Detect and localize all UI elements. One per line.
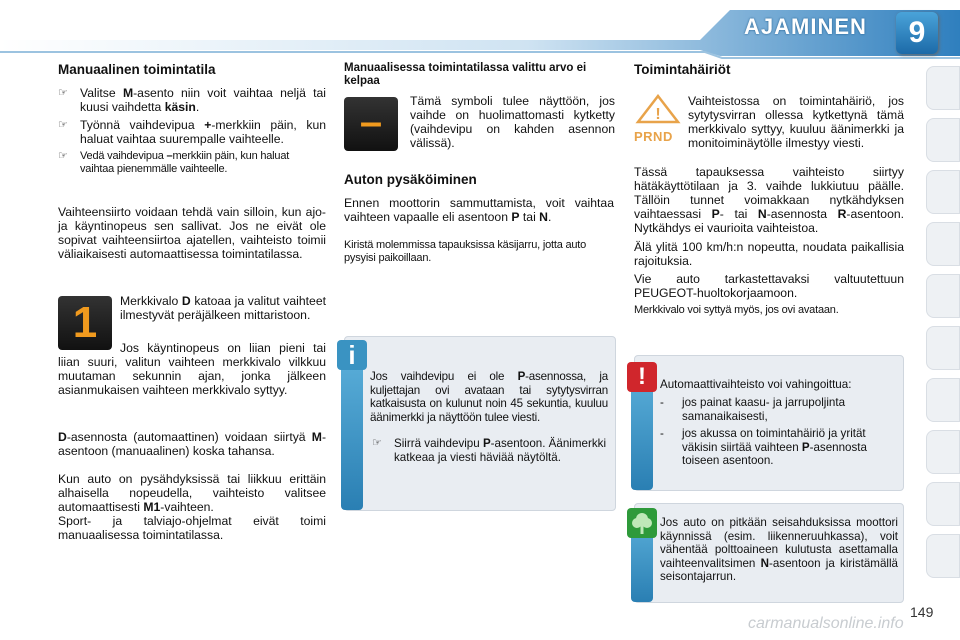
- svg-text:!: !: [655, 106, 661, 123]
- handbrake-note: Kiristä molemmissa tapauksissa käsijarru, jotta auto pysyisi paikoillaan.: [344, 239, 587, 264]
- indicator-d-text: Merkkivalo D katoaa ja valitut vaihteet ilmestyvät peräjälkeen mittaristoon.: [120, 294, 326, 322]
- door-note: Merkkivalo voi syttyä myös, jos ovi avataan.: [634, 304, 839, 316]
- pointer-icon: ☞: [372, 437, 382, 449]
- side-chapter-tabs: [926, 66, 960, 586]
- watermark: carmanualsonline.info: [748, 615, 904, 632]
- d-to-m-text: D-asennosta (automaattinen) voidaan siirtyä M-asentoon (manuaalinen) koska tahansa.: [58, 430, 326, 458]
- limp-mode-text: Tässä tapauksessa vaihteisto siirtyy hätäkäyttötilaan ja 3. vaihde lukkiutuu päälle. Tällöin tunnet voimakkaan nytkähdyksen vaihtaessasi P- tai N-asennosta R-asentoon. Nytkähdys ei vaurioita vaihteistoa.: [634, 165, 905, 235]
- speed-limit-text: Älä ylitä 100 km/h:n nopeutta, noudata paikallisia rajoituksia.: [634, 240, 904, 268]
- side-tab[interactable]: [926, 378, 960, 422]
- exclamation-icon: !: [627, 362, 657, 392]
- parking-section: [344, 172, 614, 187]
- info-text: Jos vaihdevipu ei ole P-asennossa, ja kuljettajan ovi avataan tai sytytysvirran katkaisusta on kulunut noin 45 sekuntia, kuuluu äänimerkki ja näyttöön tulee viesti.: [370, 370, 608, 424]
- chapter-title: AJAMINEN: [744, 14, 867, 39]
- warning-list: [660, 396, 898, 468]
- rpm-warning-text: Jos käyntinopeus on liian pieni tai liian suuri, valitun vaihteen merkkivalo vilkkuu muutaman sekunnin ajan, jonka jälkeen asianmukaisen vaihteen merkkivalo syttyy.: [58, 341, 326, 397]
- list-item: ☞ Vedä vaihdevipua –merkkiin päin, kun haluat vaihtaa pienemmälle vaihteelle.: [58, 150, 290, 175]
- list-item: - jos akussa on toimintahäiriö ja yrität väkisin siirtää vaihteen P-asennosta toiseen asentoon.: [660, 427, 867, 468]
- side-tab[interactable]: [926, 430, 960, 474]
- warning-marker: [631, 362, 653, 490]
- section-heading: Manuaalisessa toimintatilassa valittu arvo ei kelpaa: [344, 62, 587, 87]
- sport-winter-text: Sport- ja talviajo-ohjelmat eivät toimi manuaalisessa toimintatilassa.: [58, 514, 326, 542]
- tree-icon: [627, 508, 657, 538]
- prnd-warning-icon: ! PRND: [634, 94, 682, 142]
- info-icon: i: [337, 340, 367, 370]
- list-item: ☞ Valitse M-asento niin voit vaihtaa neljä tai kuusi vaihdetta käsin.: [58, 86, 326, 114]
- symbol-description: Tämä symboli tulee näyttöön, jos vaihde on huolimattomasti kytketty (vaihdevipu on kahden asennon välissä).: [410, 94, 615, 150]
- list-item: - jos painat kaasu- ja jarrupoljinta samanaikaisesti,: [660, 396, 846, 423]
- section-heading: Manuaalinen toimintatila: [58, 62, 216, 77]
- info-bullet: ☞ Siirrä vaihdevipu P-asentoon. Äänimerkki katkeaa ja viesti häviää näytöltä.: [372, 437, 607, 464]
- side-tab[interactable]: [926, 274, 960, 318]
- side-tab[interactable]: [926, 170, 960, 214]
- column-malfunctions: [634, 62, 904, 77]
- invalid-gear-indicator-icon: –: [344, 97, 398, 151]
- shift-condition-text: Vaihteensiirto voidaan tehdä vain silloin, kun ajo- ja käyntinopeus sen sallivat. Jos ne eivät ole sopivat vaihteensiirtoa ajatellen, vaihteisto toimii väliaikaisesti automaattisessa toimintatilassa.: [58, 205, 326, 261]
- warning-triangle-icon: [634, 94, 682, 124]
- gear-one-indicator-icon: 1: [58, 296, 112, 350]
- pointer-icon: ☞: [58, 119, 68, 131]
- eco-text: Jos auto on pitkään seisahduksissa moottori käynnissä (esim. liikenneruuhkassa), voit vähentää polttoaineen kulutusta asettamalla vaihteenvalitsimen N-asentoon ja kiristämällä seisontajarrun.: [660, 516, 898, 584]
- dash-bullet: -: [660, 427, 664, 441]
- warning-title: Automaattivaihteisto voi vahingoittua:: [660, 378, 852, 391]
- manual-mode-bullets: [58, 86, 326, 176]
- service-text: Vie auto tarkastettavaksi valtuutettuun PEUGEOT-huoltokorjaamoon.: [634, 272, 904, 300]
- pointer-icon: ☞: [58, 87, 68, 99]
- dash-bullet: -: [660, 396, 664, 409]
- parking-text: Ennen moottorin sammuttamista, voit vaihtaa vaihteen vapaalle eli asentoon P tai N.: [344, 196, 614, 224]
- page-number: 149: [910, 604, 934, 620]
- side-tab[interactable]: [926, 118, 960, 162]
- chapter-header: [0, 0, 960, 62]
- section-heading: Auton pysäköiminen: [344, 172, 477, 187]
- m1-auto-text: Kun auto on pysähdyksissä tai liikkuu erittäin alhaisella nopeudella, vaihteisto valitsee automaattisesti M1-vaihteen.: [58, 472, 326, 514]
- side-tab[interactable]: [926, 534, 960, 578]
- column-invalid-value: [344, 62, 614, 88]
- section-heading: Toimintahäiriöt: [634, 62, 731, 77]
- side-tab[interactable]: [926, 326, 960, 370]
- info-marker: [341, 340, 363, 510]
- pointer-icon: ☞: [58, 150, 68, 162]
- side-tab[interactable]: [926, 222, 960, 266]
- column-manual-mode: [58, 62, 328, 77]
- side-tab[interactable]: [926, 66, 960, 110]
- list-item: ☞ Työnnä vaihdevipua +-merkkiin päin, kun haluat vaihtaa suurempalle vaihteelle.: [58, 118, 326, 146]
- side-tab[interactable]: [926, 482, 960, 526]
- chapter-number-badge: 9: [896, 12, 938, 54]
- eco-marker: [631, 508, 653, 602]
- malfunction-text: Vaihteistossa on toimintahäiriö, jos sytytysvirran ollessa kytkettynä tämä merkkivalo syttyy, kuuluu äänimerkki ja monitoiminäytölle ilmestyy viesti.: [688, 94, 904, 150]
